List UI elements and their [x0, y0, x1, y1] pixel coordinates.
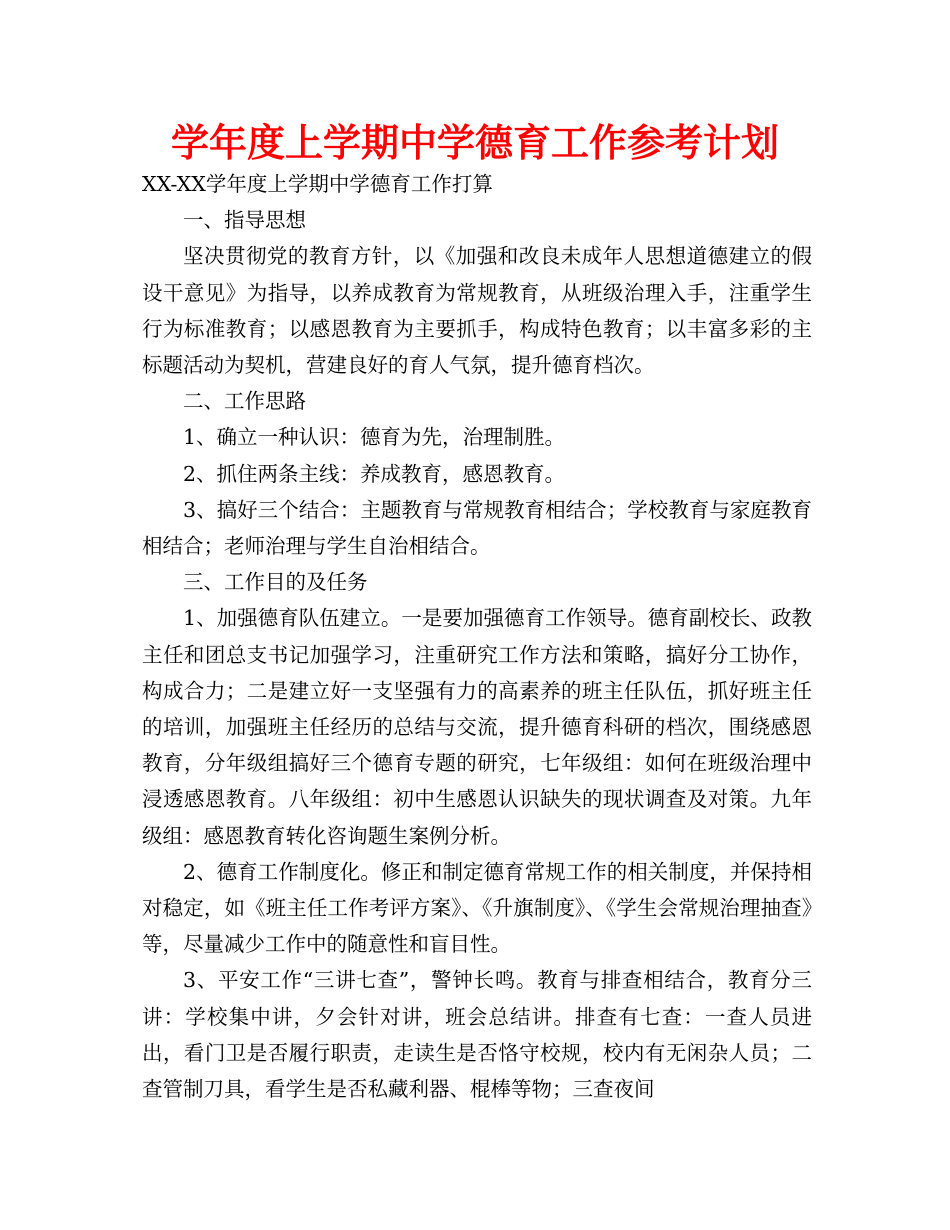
document-body — [142, 166, 812, 1107]
paragraph: XX-XX学年度上学期中学德育工作打算 — [142, 172, 493, 196]
document-title: 学年度上学期中学德育工作参考计划 — [170, 121, 779, 165]
paragraph: 2、抓住两条主线：养成教育，感恩教育。 — [183, 461, 566, 486]
paragraph: 二、工作思路 — [183, 389, 306, 414]
paragraph: 3、平安工作“三讲七查”，警钟长鸣。教育与排查相结合，教育分三讲：学校集中讲，夕会针对讲，班会总结讲。排查有七查：一查人员进出，看门卫是否履行职责，走读生是否恪守校规，校内有无闲杂人员；二查管制刀具，看学生是否私藏利器、棍棒等物；三查夜间 — [142, 968, 812, 1102]
paragraph: 1、加强德育队伍建立。一是要加强德育工作领导。德育副校长、政教主任和团总支书记加强学习，注重研究工作方法和策略，搞好分工协作，构成合力；二是建立好一支坚强有力的高素养的班主任队伍，抓好班主任的培训，加强班主任经历的总结与交流，提升德育科研的档次，围绕感恩教育，分年级组搞好三个德育专题的研究，七年级组：如何在班级治理中浸透感恩教育。八年级组：初中生感恩认识缺失的现状调查及对策。九年级组：感恩教育转化咨询题生案例分析。 — [142, 606, 812, 848]
paragraph: 一、指导思想 — [183, 208, 306, 233]
paragraph: 坚决贯彻党的教育方针，以《加强和改良未成年人思想道德建立的假设干意见》为指导，以养成教育为常规教育，从班级治理入手，注重学生行为标准教育；以感恩教育为主要抓手，构成特色教育；以丰富多彩的主标题活动为契机，营建良好的育人气氛，提升德育档次。 — [142, 244, 812, 378]
paragraph: 2、德育工作制度化。修正和制定德育常规工作的相关制度，并保持相对稳定，如《班主任工作考评方案》、《升旗制度》、《学生会常规治理抽查》等，尽量减少工作中的随意性和盲目性。 — [142, 859, 812, 957]
paragraph: 三、工作目的及任务 — [183, 570, 368, 595]
paragraph: 3、搞好三个结合：主题教育与常规教育相结合；学校教育与家庭教育相结合；老师治理与学生自治相结合。 — [142, 497, 812, 559]
paragraph: 1、确立一种认识：德育为先，治理制胜。 — [183, 425, 566, 450]
